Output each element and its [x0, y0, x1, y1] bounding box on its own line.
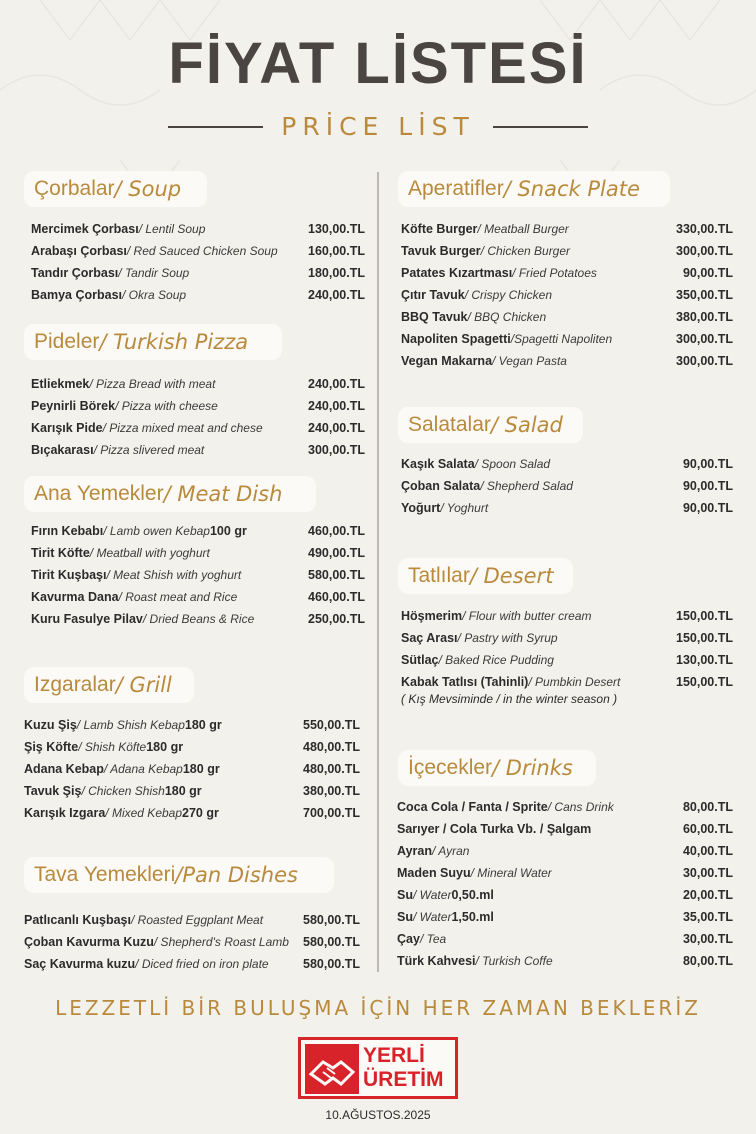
- item-translation: / Diced fried on iron plate: [135, 957, 269, 971]
- menu-item: [24, 737, 183, 757]
- menu-item: [401, 219, 569, 239]
- item-name: Köfte Burger: [401, 222, 478, 236]
- item-name: Vegan Makarna: [401, 354, 493, 368]
- item-price: 150,00.TL: [676, 675, 733, 689]
- item-portion: 180 gr: [164, 784, 202, 798]
- item-price: 80,00.TL: [682, 800, 733, 814]
- item-translation: / Adana Kebap: [103, 762, 183, 776]
- menu-item: [401, 241, 570, 261]
- item-translation: / Meat Shish with yoghurt: [106, 568, 242, 582]
- item-price: 480,00.TL: [303, 762, 360, 776]
- item-translation: / Okra Soup: [122, 288, 187, 302]
- section-title-en: / Grill: [115, 673, 172, 697]
- section-title-en: / Turkish Pizza: [99, 330, 249, 354]
- item-name: Karışık Izgara: [24, 806, 106, 820]
- column-divider: [377, 172, 379, 972]
- menu-item: [401, 628, 558, 648]
- item-price: 60,00.TL: [682, 822, 733, 836]
- menu-item: [401, 672, 620, 692]
- menu-item: [31, 521, 247, 541]
- section-header: [24, 857, 334, 893]
- handshake-icon: [305, 1044, 359, 1094]
- item-name: Adana Kebap: [24, 762, 104, 776]
- footer-slogan: LEZZETLİ BİR BULUŞMA İÇİN HER ZAMAN BEKLERİZ: [55, 996, 701, 1020]
- logo-text: [363, 1044, 453, 1092]
- section-header: [24, 476, 316, 512]
- item-translation: / Red Sauced Chicken Soup: [126, 244, 278, 258]
- item-price: 30,00.TL: [682, 932, 733, 946]
- item-name: Su: [397, 910, 413, 924]
- section-header: [398, 558, 573, 594]
- item-translation: / Vegan Pasta: [492, 354, 567, 368]
- menu-item: [397, 885, 494, 905]
- menu-item: [401, 476, 573, 496]
- item-name: Sütlaç: [401, 653, 439, 667]
- item-price: 250,00.TL: [308, 612, 365, 626]
- item-name: Saç Arası: [401, 631, 458, 645]
- item-translation: / Pumbkin Desert: [528, 675, 621, 689]
- item-price: 460,00.TL: [308, 590, 365, 604]
- section-title-tr: Tava Yemekleri: [34, 863, 176, 886]
- item-price: 580,00.TL: [303, 957, 360, 971]
- item-price: 700,00.TL: [303, 806, 360, 820]
- section-title-tr: Çorbalar: [34, 177, 115, 200]
- subtitle-line-left: [168, 126, 263, 128]
- item-price: 240,00.TL: [308, 377, 365, 391]
- section-title-en: / Salad: [490, 413, 563, 437]
- item-name: Çıtır Tavuk: [401, 288, 465, 302]
- item-translation: / Water: [412, 888, 452, 902]
- item-translation: / Pizza slivered meat: [93, 443, 205, 457]
- item-translation: / Meatball Burger: [477, 222, 569, 236]
- item-price: 35,00.TL: [682, 910, 733, 924]
- item-price: 90,00.TL: [682, 457, 733, 471]
- menu-item: [401, 285, 552, 305]
- item-price: 380,00.TL: [303, 784, 360, 798]
- item-translation: / Baked Rice Pudding: [438, 653, 554, 667]
- item-name: Tavuk Şiş: [24, 784, 82, 798]
- menu-item: [401, 454, 550, 474]
- item-portion: 270 gr: [182, 806, 219, 820]
- item-price: 380,00.TL: [676, 310, 733, 324]
- item-translation: / Chicken Burger: [480, 244, 571, 258]
- item-name: Peynirli Börek: [31, 399, 116, 413]
- item-portion: 1,50.ml: [451, 910, 494, 924]
- item-translation: / BBQ Chicken: [467, 310, 547, 324]
- item-translation: / Shish Köfte: [78, 740, 147, 754]
- item-name: Bıçakarası: [31, 443, 94, 457]
- item-price: 80,00.TL: [682, 954, 733, 968]
- item-price: 480,00.TL: [303, 740, 360, 754]
- item-translation: / Pizza mixed meat and chese: [102, 421, 263, 435]
- item-portion: 0,50.ml: [451, 888, 494, 902]
- section-header: [24, 171, 207, 207]
- item-translation: / Roasted Eggplant Meat: [130, 913, 264, 927]
- item-name: Sarıyer / Cola Turka Vb. / Şalgam: [397, 822, 592, 836]
- item-price: 350,00.TL: [676, 288, 733, 302]
- item-name: Kabak Tatlısı (Tahinli): [401, 675, 529, 689]
- item-price: 240,00.TL: [308, 399, 365, 413]
- menu-item: [31, 543, 210, 563]
- section-title-en: /Pan Dishes: [175, 863, 298, 887]
- section-title-en: / Desert: [469, 564, 554, 588]
- item-name: Fırın Kebabı: [31, 524, 104, 538]
- item-translation: / Cans Drink: [547, 800, 614, 814]
- item-translation: / Mineral Water: [470, 866, 552, 880]
- item-translation: / Turkish Coffe: [475, 954, 553, 968]
- item-price: 300,00.TL: [676, 332, 733, 346]
- item-translation: / Pizza with cheese: [115, 399, 218, 413]
- section-title-en: / Snack Plate: [503, 177, 640, 201]
- item-price: 150,00.TL: [676, 609, 733, 623]
- menu-item: [24, 781, 202, 801]
- menu-item: [397, 929, 446, 949]
- item-name: Karışık Pide: [31, 421, 103, 435]
- menu-item: [31, 418, 263, 438]
- item-name: Tavuk Burger: [401, 244, 481, 258]
- menu-item: [24, 803, 219, 823]
- item-translation: / Tea: [419, 932, 447, 946]
- item-name: Yoğurt: [401, 501, 441, 515]
- item-translation: / Lentil Soup: [138, 222, 206, 236]
- item-name: Çoban Kavurma Kuzu: [24, 935, 154, 949]
- item-translation: / Flour with butter cream: [462, 609, 592, 623]
- menu-item: [31, 241, 278, 261]
- item-name: Patlıcanlı Kuşbaşı: [24, 913, 131, 927]
- item-price: 580,00.TL: [303, 913, 360, 927]
- menu-item: [401, 351, 567, 371]
- item-price: 150,00.TL: [676, 631, 733, 645]
- section-title-tr: Ana Yemekler: [34, 482, 164, 505]
- item-price: 460,00.TL: [308, 524, 365, 538]
- menu-item: [31, 374, 215, 394]
- item-price: 240,00.TL: [308, 421, 365, 435]
- menu-item: [397, 907, 494, 927]
- section-header: [398, 750, 596, 786]
- item-portion: 180 gr: [184, 718, 222, 732]
- item-price: 160,00.TL: [308, 244, 365, 258]
- item-name: Maden Suyu: [397, 866, 471, 880]
- item-translation: / Roast meat and Rice: [118, 590, 238, 604]
- section-title-tr: Aperatifler: [408, 177, 504, 200]
- menu-item: [401, 650, 554, 670]
- item-translation: / Shepherd Salad: [480, 479, 573, 493]
- item-name: Etliekmek: [31, 377, 90, 391]
- item-name: Saç Kavurma kuzu: [24, 957, 136, 971]
- item-translation: / Lamb owen Kebap: [103, 524, 210, 538]
- item-translation: /Spagetti Napoliten: [510, 332, 613, 346]
- item-translation: / Mixed Kebap: [105, 806, 183, 820]
- item-name: Şiş Köfte: [24, 740, 79, 754]
- menu-item: [397, 841, 469, 861]
- item-price: 130,00.TL: [676, 653, 733, 667]
- menu-item: [397, 797, 614, 817]
- item-price: 300,00.TL: [676, 244, 733, 258]
- item-price: 90,00.TL: [682, 266, 733, 280]
- item-name: BBQ Tavuk: [401, 310, 468, 324]
- menu-item: [397, 819, 591, 839]
- section-header: [24, 667, 194, 703]
- item-translation: / Spoon Salad: [474, 457, 551, 471]
- menu-item: [31, 285, 186, 305]
- item-price: 300,00.TL: [676, 354, 733, 368]
- item-name: Çay: [397, 932, 420, 946]
- item-name: Su: [397, 888, 413, 902]
- yerli-uretim-logo: [298, 1037, 458, 1099]
- section-title-tr: Pideler: [34, 330, 100, 353]
- item-translation: / Lamb Shish Kebap: [76, 718, 185, 732]
- item-portion: 100 gr: [209, 524, 247, 538]
- item-price: 40,00.TL: [682, 844, 733, 858]
- item-name: Kavurma Dana: [31, 590, 119, 604]
- menu-item: [31, 565, 241, 585]
- item-price: 30,00.TL: [682, 866, 733, 880]
- item-name: Çoban Salata: [401, 479, 481, 493]
- logo-line-2: ÜRETİM: [363, 1068, 444, 1091]
- section-title-tr: Tatlılar: [408, 564, 470, 587]
- item-translation: / Crispy Chicken: [464, 288, 553, 302]
- item-name: Kuru Fasulye Pilav: [31, 612, 143, 626]
- item-translation: / Dried Beans & Rice: [142, 612, 255, 626]
- logo-line-1: YERLİ: [363, 1044, 425, 1067]
- section-title-en: / Soup: [114, 177, 182, 201]
- menu-item: [31, 609, 254, 629]
- item-translation: / Pizza Bread with meat: [89, 377, 216, 391]
- item-name: Tirit Kuşbaşı: [31, 568, 107, 582]
- menu-item: [401, 606, 592, 626]
- item-price: 180,00.TL: [308, 266, 365, 280]
- item-translation: / Shepherd's Roast Lamb: [153, 935, 289, 949]
- item-name: Tirit Köfte: [31, 546, 90, 560]
- item-name: Kuzu Şiş: [24, 718, 77, 732]
- item-price: 490,00.TL: [308, 546, 365, 560]
- item-name: Mercimek Çorbası: [31, 222, 139, 236]
- item-name: Coca Cola / Fanta / Sprite: [397, 800, 548, 814]
- price-list-date: 10.AĞUSTOS.2025: [325, 1108, 431, 1122]
- item-price: 580,00.TL: [303, 935, 360, 949]
- item-name: Ayran: [397, 844, 432, 858]
- menu-item: [31, 396, 218, 416]
- menu-item: [401, 498, 488, 518]
- section-title-en: / Meat Dish: [163, 482, 283, 506]
- item-name: Tandır Çorbası: [31, 266, 119, 280]
- item-name: Napoliten Spagetti: [401, 332, 511, 346]
- item-translation: / Water: [412, 910, 452, 924]
- item-name: Patates Kızartması: [401, 266, 513, 280]
- subtitle-row: [0, 112, 756, 141]
- page-subtitle: PRİCE LİST: [281, 112, 475, 141]
- item-price: 90,00.TL: [682, 501, 733, 515]
- item-translation: / Yoghurt: [440, 501, 489, 515]
- item-translation: / Fried Potatoes: [512, 266, 597, 280]
- section-title-tr: İçecekler: [408, 756, 493, 779]
- item-price: 130,00.TL: [308, 222, 365, 236]
- section-header: [398, 407, 583, 443]
- item-portion: 180 gr: [146, 740, 184, 754]
- menu-item: [397, 951, 553, 971]
- section-header: [24, 324, 282, 360]
- section-title-tr: Salatalar: [408, 413, 491, 436]
- menu-item: [401, 307, 546, 327]
- item-name: Türk Kahvesi: [397, 954, 476, 968]
- item-price: 550,00.TL: [303, 718, 360, 732]
- menu-item: [401, 263, 597, 283]
- section-title-en: / Drinks: [492, 756, 573, 780]
- item-price: 90,00.TL: [682, 479, 733, 493]
- menu-item: [24, 954, 269, 974]
- menu-item: [401, 329, 612, 349]
- menu-item: [397, 863, 552, 883]
- page-title: FİYAT LİSTESİ: [168, 31, 588, 96]
- subtitle-line-right: [493, 126, 588, 128]
- item-name: Arabaşı Çorbası: [31, 244, 127, 258]
- item-translation: / Chicken Shish: [81, 784, 165, 798]
- section-header: [398, 171, 670, 207]
- item-translation: / Pastry with Syrup: [457, 631, 558, 645]
- menu-item: [24, 759, 220, 779]
- item-translation: / Ayran: [431, 844, 470, 858]
- item-name: Kaşık Salata: [401, 457, 475, 471]
- item-price: 20,00.TL: [682, 888, 733, 902]
- menu-item: [31, 219, 205, 239]
- item-price: 580,00.TL: [308, 568, 365, 582]
- item-price: 240,00.TL: [308, 288, 365, 302]
- item-name: Höşmerim: [401, 609, 463, 623]
- item-note: ( Kış Mevsiminde / in the winter season ): [401, 692, 618, 706]
- menu-item: [31, 440, 204, 460]
- item-translation: / Tandir Soup: [118, 266, 190, 280]
- menu-item: [24, 910, 263, 930]
- item-price: 330,00.TL: [676, 222, 733, 236]
- item-price: 300,00.TL: [308, 443, 365, 457]
- menu-item: [24, 715, 222, 735]
- item-translation: / Meatball with yoghurt: [89, 546, 210, 560]
- menu-item: [31, 587, 237, 607]
- item-portion: 180 gr: [182, 762, 220, 776]
- item-name: Bamya Çorbası: [31, 288, 123, 302]
- section-title-tr: Izgaralar: [34, 673, 116, 696]
- menu-item: [31, 263, 189, 283]
